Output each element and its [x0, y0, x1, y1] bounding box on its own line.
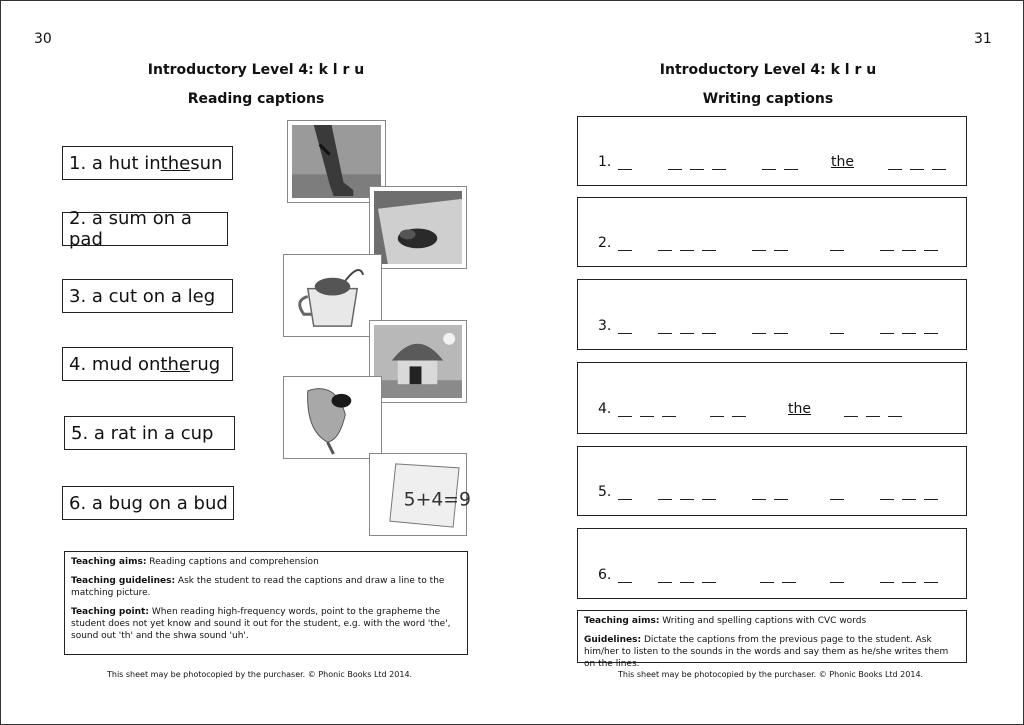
right-subtitle: Writing captions [702, 91, 834, 107]
row-number: 5. [598, 484, 612, 500]
writing-row-2[interactable] [577, 197, 967, 267]
sum-text: 5+4=9 [403, 489, 471, 511]
guidelines-text: Ask the student to read the captions and draw a line to the matching picture. [71, 576, 445, 598]
picture-hut-in-sun [369, 320, 467, 403]
picture-bug-on-bud [283, 376, 382, 459]
caption-text: 3. a cut on a leg [69, 285, 216, 307]
caption-text: 5. a rat in a cup [71, 422, 214, 444]
row-number: 3. [598, 318, 612, 334]
caption-text: rug [189, 353, 221, 375]
bug-on-bud-icon [288, 381, 377, 454]
row-number: 1. [598, 154, 612, 170]
page-number-left: 30 [34, 31, 52, 47]
writing-row-3[interactable] [577, 279, 967, 350]
left-teaching-notes [64, 551, 468, 655]
aims-label: Teaching aims: [71, 557, 147, 567]
picture-sum-on-pad [369, 453, 471, 536]
hut-in-sun-icon [374, 325, 462, 398]
writing-row-6[interactable] [577, 528, 967, 599]
page-number-right: 31 [974, 31, 992, 47]
caption-text: 2. a sum on a pad [69, 208, 192, 250]
caption-text: 4. mud on [69, 353, 161, 375]
point-label: Teaching point: [71, 607, 149, 617]
caption-1 [62, 146, 233, 180]
aims-text: Reading captions and comprehension [146, 557, 319, 567]
rat-in-cup-icon [288, 259, 377, 332]
writing-row-5[interactable] [577, 446, 967, 516]
caption-3 [62, 279, 233, 313]
row-the-word: the [788, 401, 811, 417]
caption-5 [64, 416, 235, 450]
guidelines-text: Dictate the captions from the previous page to the student. Ask him/her to listen to the sounds in the words and say them as he/she writes them on the lines. [584, 635, 949, 669]
left-subtitle: Reading captions [187, 91, 325, 107]
writing-row-4[interactable] [577, 362, 967, 434]
caption-2 [62, 208, 228, 250]
row-number: 6. [598, 567, 612, 583]
writing-row-1[interactable] [577, 116, 967, 186]
aims-label: Teaching aims: [584, 616, 660, 626]
left-footer: This sheet may be photocopied by the purchaser. © Phonic Books Ltd 2014. [107, 670, 413, 679]
point-text: When reading high-frequency words, point to the grapheme the student does not yet know and sound it out for the student, e.g. with the word 'the', sound out 'th' and the shwa sound 'uh'. [71, 607, 451, 641]
guidelines-label: Guidelines: [584, 635, 642, 645]
caption-text: 6. a bug on a bud [69, 492, 228, 514]
row-number: 4. [598, 401, 612, 417]
guidelines-label: Teaching guidelines: [71, 576, 176, 586]
sum-on-pad-icon [374, 458, 471, 531]
caption-6 [62, 486, 234, 520]
leg-with-cut-icon [292, 125, 381, 198]
right-title: Introductory Level 4: k l r u [659, 62, 877, 78]
mud-on-rug-icon [374, 191, 462, 264]
picture-rat-in-cup [283, 254, 382, 337]
aims-text: Writing and spelling captions with CVC words [659, 616, 867, 626]
row-the-word: the [831, 154, 854, 170]
left-title: Introductory Level 4: k l r u [147, 62, 365, 78]
caption-4 [62, 347, 233, 381]
caption-underlined-word: the [160, 152, 191, 174]
caption-underlined-word: the [160, 353, 190, 375]
row-number: 2. [598, 235, 612, 251]
picture-mud-on-rug [369, 186, 467, 269]
caption-text: 1. a hut in [69, 152, 161, 174]
right-footer: This sheet may be photocopied by the purchaser. © Phonic Books Ltd 2014. [618, 670, 924, 679]
right-teaching-notes [577, 610, 967, 669]
caption-text: sun [190, 152, 223, 174]
